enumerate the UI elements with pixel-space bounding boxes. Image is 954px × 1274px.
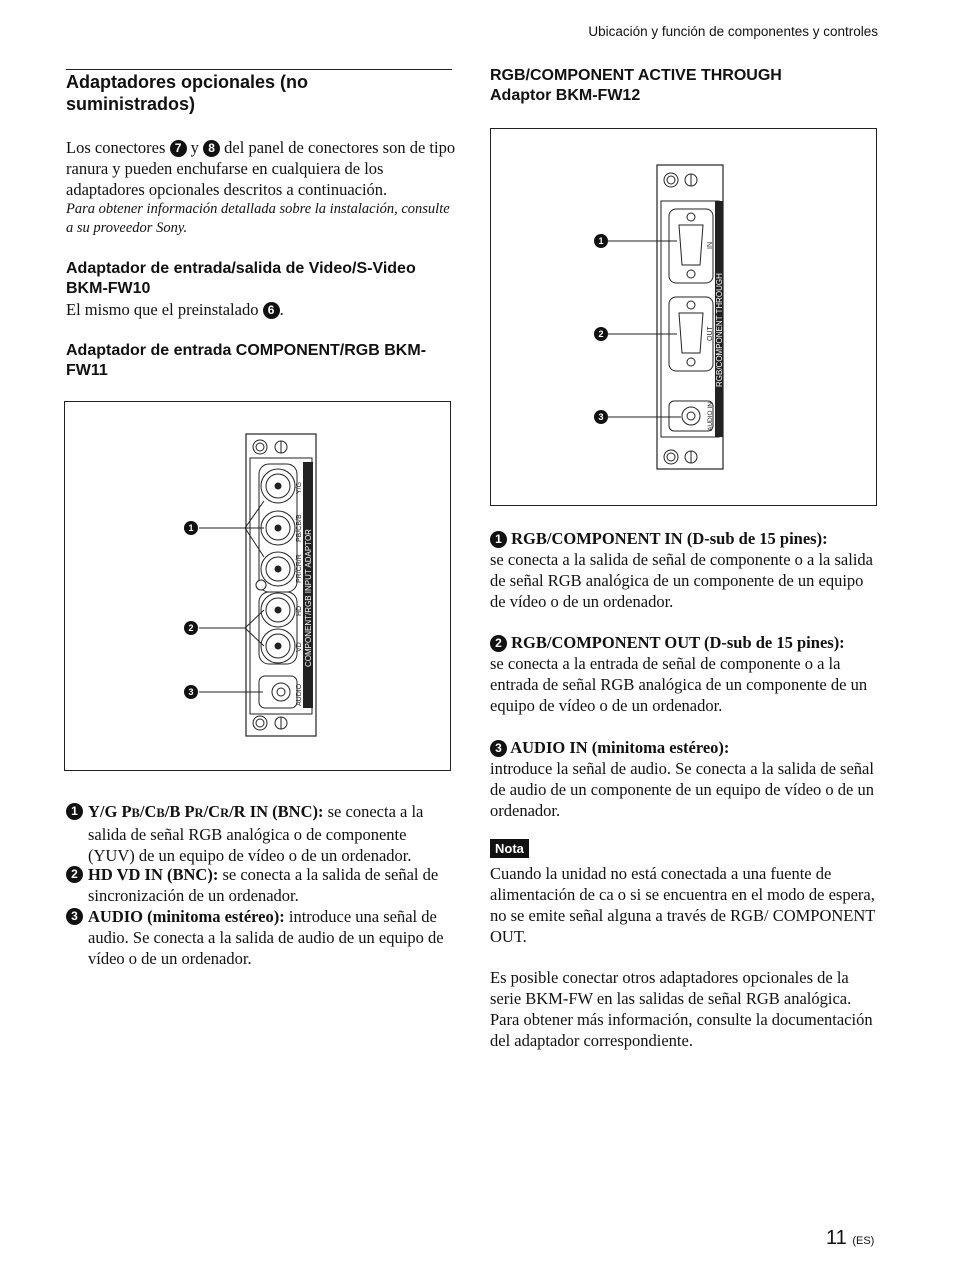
nota-text: Cuando la unidad no está conectada a una fuente de alimentación de ca o si se encuentra en el modo de espera, no se emite señal alguna a través de RGB/ COMPONENT OUT. — [490, 864, 876, 946]
fw12-panel-label: RGB/COMPONENT THROUGH — [715, 273, 724, 387]
item-text: se conecta a la salida de señal de sincronización de un ordenador. — [88, 865, 439, 905]
fw11-item-3 — [66, 906, 456, 969]
intro-text-pre: Los conectores — [66, 138, 166, 157]
page-number — [826, 1227, 874, 1250]
fw11-label-audio: AUDIO — [296, 683, 303, 706]
item-number-badge: 1 — [490, 531, 507, 548]
section-title-optional-adapters: Adaptadores opcionales (no suministrados) — [66, 72, 309, 114]
running-header: Ubicación y función de componentes y controles — [588, 24, 878, 39]
item-text: introduce una señal de audio. Se conecta a la salida de audio de un equipo de vídeo o de un ordenador. — [88, 907, 444, 968]
item-label: HD VD IN (BNC): — [88, 865, 219, 884]
fw10-text-post: . — [279, 300, 284, 319]
fw12-label-in: IN — [707, 242, 714, 249]
item-label: RGB/COMPONENT IN (D-sub de 15 pines): — [511, 529, 828, 548]
item-text: se conecta a la salida de señal de componente o a la salida de señal RGB analógica de un componente de un equipo de vídeo o de un ordenador. — [490, 550, 873, 611]
item-text: se conecta a la entrada de señal de componente o a la entrada de señal RGB analógica de un componente de un equipo de vídeo o de un ordenador. — [490, 654, 868, 715]
fw11-item-1 — [66, 801, 456, 866]
fw12-label-out: OUT — [707, 326, 714, 341]
page-number-value: 11 — [826, 1227, 847, 1249]
item-number-badge: 1 — [66, 803, 83, 820]
item-label: Y/G PB/CB/B PR/CR/R IN (BNC): — [88, 802, 324, 821]
fw11-label-yg: Y/G — [296, 481, 303, 494]
connector-number-badge: 8 — [203, 140, 220, 157]
intro-paragraph — [66, 137, 456, 200]
item-label: AUDIO IN (minitoma estéreo): — [510, 738, 730, 757]
fw12-item-1 — [490, 528, 878, 612]
fw11-item-2 — [66, 864, 456, 906]
fw11-callout-2: 2 — [188, 623, 194, 633]
fw12-title-line2: Adaptor BKM-FW12 — [490, 87, 641, 104]
fw11-panel-label: COMPONENT/RGB INPUT ADAPTOR — [304, 529, 313, 667]
fw12-item-3 — [490, 737, 878, 821]
fw10-title: Adaptador de entrada/salida de Video/S-Video BKM-FW10 — [66, 260, 416, 297]
nota-badge: Nota — [490, 839, 529, 858]
intro-note: Para obtener información detallada sobre la instalación, consulte a su proveedor Sony. — [66, 201, 450, 236]
fw11-label-pb: PB/CB/B — [296, 514, 303, 542]
fw11-title: Adaptador de entrada COMPONENT/RGB BKM-FW11 — [66, 342, 427, 379]
closing-paragraph: Es posible conectar otros adaptadores opcionales de la serie BKM-FW en las salidas de señal RGB analógica. Para obtener más información, consulte la documentación del adaptador correspondiente. — [490, 968, 873, 1050]
fw11-label-vd: VD — [296, 642, 303, 652]
item-label: RGB/COMPONENT OUT (D-sub de 15 pines): — [511, 633, 845, 652]
fw12-callout-2: 2 — [598, 329, 604, 339]
item-number-badge: 3 — [66, 908, 83, 925]
connector-number-badge: 6 — [263, 302, 280, 319]
fw11-callout-1: 1 — [188, 523, 194, 533]
item-text: se conecta a la salida de señal RGB analógica o de componente (YUV) de un equipo de vídeo o de un ordenador. — [88, 802, 424, 865]
connector-number-badge: 7 — [170, 140, 187, 157]
item-number-badge: 3 — [490, 740, 507, 757]
fw12-title-line1: RGB/COMPONENT ACTIVE THROUGH — [490, 67, 782, 84]
item-label: AUDIO (minitoma estéreo): — [88, 907, 285, 926]
fw11-label-pr: PR/CR/R — [296, 554, 303, 583]
fw12-label-audio-in: AUDIO IN — [707, 402, 714, 431]
fw10-text-pre: El mismo que el preinstalado — [66, 300, 259, 319]
item-text: introduce la señal de audio. Se conecta a la salida de señal de audio de un componente de un equipo de vídeo o de un ordenador. — [490, 759, 874, 820]
section-rule — [66, 69, 452, 70]
intro-text-post: del panel de conectores son de tipo ranura y pueden enchufarse en cualquiera de los adaptadores opcionales descritos a continuación. — [66, 138, 456, 199]
fw11-diagram — [65, 402, 450, 770]
page-lang: (ES) — [852, 1235, 875, 1247]
fw12-figure — [490, 128, 877, 506]
item-number-badge: 2 — [490, 635, 507, 652]
fw12-title — [490, 66, 876, 106]
fw11-label-hd: HD — [296, 605, 303, 616]
fw11-figure — [64, 401, 451, 771]
fw11-callout-3: 3 — [188, 687, 194, 697]
fw12-callout-1: 1 — [598, 236, 604, 246]
fw10-text — [66, 299, 456, 320]
fw12-item-2 — [490, 632, 878, 716]
item-number-badge: 2 — [66, 866, 83, 883]
intro-text-mid: y — [190, 138, 199, 157]
fw12-diagram — [491, 129, 876, 505]
fw12-callout-3: 3 — [598, 412, 604, 422]
